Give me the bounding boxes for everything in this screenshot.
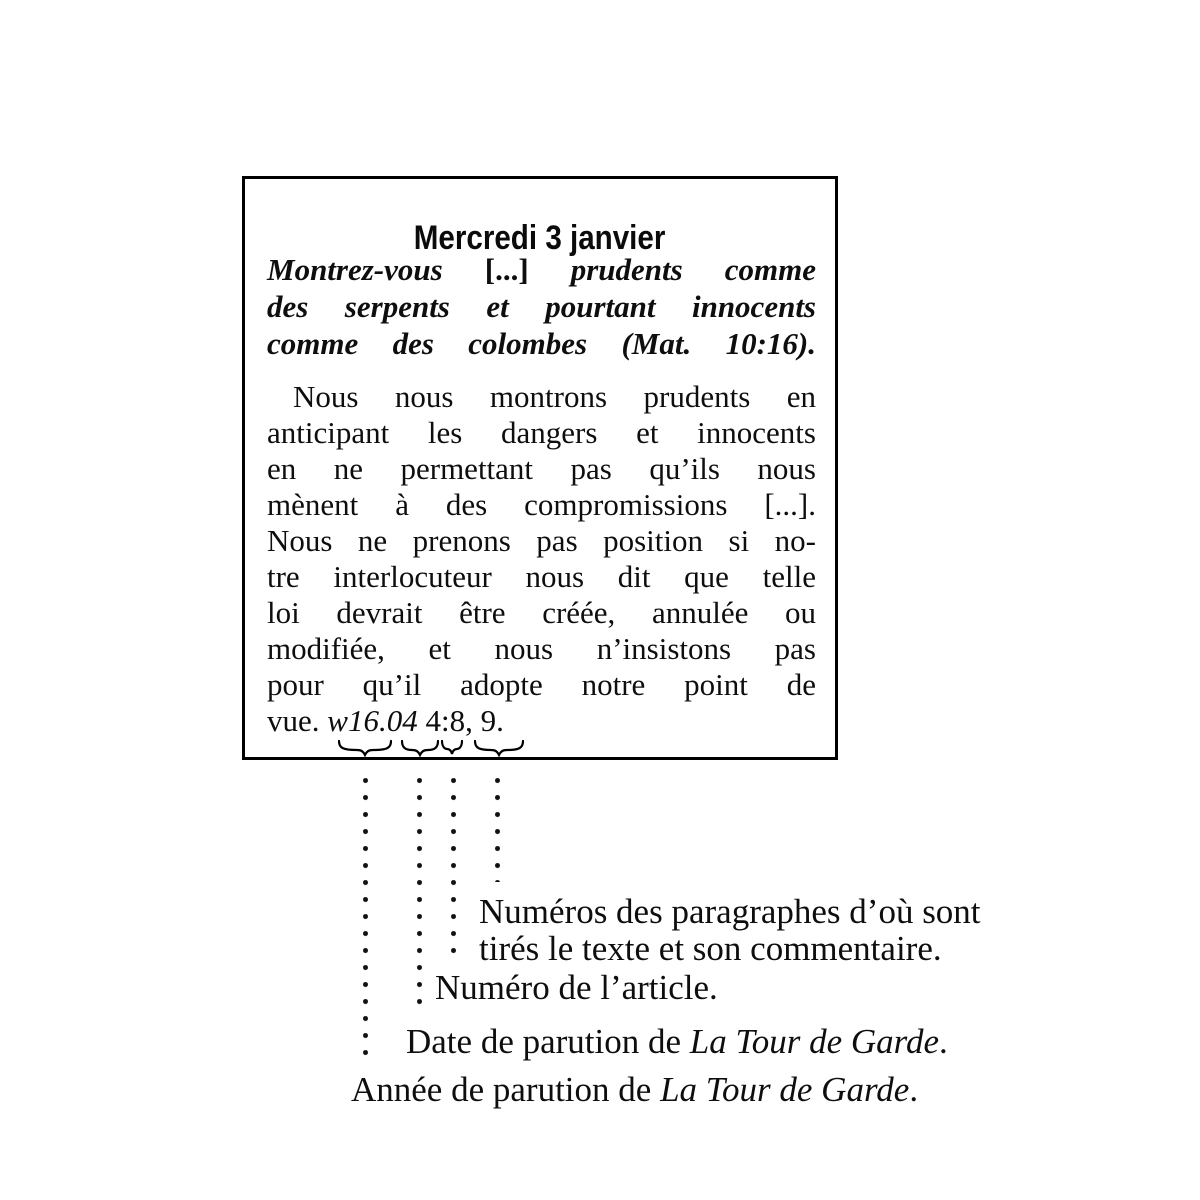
label-paragraph-numbers-line-1: Numéros des paragraphes d’où sont bbox=[479, 892, 981, 931]
watchtower-reference: w16.04 bbox=[327, 703, 418, 738]
citation-suffix: 4:8, 9. bbox=[417, 703, 504, 738]
label-publication-year-suffix: . bbox=[909, 1070, 919, 1109]
commentary-citation-line bbox=[267, 703, 816, 739]
scripture-ellipsis-brackets: [...] bbox=[484, 252, 529, 287]
label-publication-date-title: La Tour de Garde bbox=[689, 1022, 940, 1061]
scripture-line-1-a: Montrez-vous bbox=[267, 252, 485, 287]
commentary-line-2: anticipant les dangers et innocents bbox=[267, 415, 816, 450]
commentary-line-8: modifiée, et nous n’insistons pas bbox=[267, 631, 816, 666]
commentary-line-6: tre interlocuteur nous dit que telle bbox=[267, 559, 816, 594]
underbrace-paragraphs-icon bbox=[474, 739, 524, 757]
label-publication-year bbox=[351, 1071, 918, 1108]
label-publication-date bbox=[406, 1023, 948, 1060]
label-publication-date-prefix: Date de parution de bbox=[406, 1022, 690, 1061]
scripture-line-3: comme des colombes (Mat. 10:16). bbox=[267, 326, 816, 361]
dotted-leader-article bbox=[451, 778, 456, 961]
dotted-leader-date bbox=[417, 778, 422, 1015]
scripture-line-1-c: prudents comme bbox=[528, 252, 816, 287]
label-publication-year-prefix: Année de parution de bbox=[351, 1070, 661, 1109]
commentary-line-4: mènent à des compromissions [...]. bbox=[267, 487, 816, 522]
underbrace-year-icon bbox=[338, 739, 392, 757]
commentary-line-3: en ne permettant pas qu’ils nous bbox=[267, 451, 816, 486]
citation-prefix: vue. bbox=[267, 703, 328, 738]
dotted-leader-year bbox=[363, 778, 368, 1066]
scripture-quote bbox=[267, 251, 816, 362]
daily-text-box bbox=[242, 176, 838, 760]
label-paragraph-numbers-line-2: tirés le texte et son commentaire. bbox=[479, 929, 942, 968]
commentary-line-5: Nous ne prenons pas position si no- bbox=[267, 523, 816, 558]
label-paragraph-numbers bbox=[479, 893, 981, 967]
dotted-leader-paragraphs bbox=[495, 778, 500, 882]
scripture-line-2: des serpents et pourtant innocents bbox=[267, 289, 816, 324]
label-publication-year-title: La Tour de Garde bbox=[660, 1070, 910, 1109]
label-publication-date-suffix: . bbox=[939, 1022, 948, 1061]
underbrace-date-icon bbox=[401, 739, 439, 757]
commentary-line-9: pour qu’il adopte notre point de bbox=[267, 667, 816, 702]
commentary-paragraph bbox=[267, 379, 816, 739]
label-article-number: Numéro de l’article. bbox=[435, 968, 718, 1007]
daily-text-date-heading-text: Mercredi 3 janvier bbox=[414, 218, 666, 257]
commentary-line-1: Nous nous montrons prudents en bbox=[293, 379, 816, 414]
underbrace-article-icon bbox=[441, 739, 463, 757]
commentary-line-7: loi devrait être créée, annulée ou bbox=[267, 595, 816, 630]
scripture-line-1 bbox=[267, 251, 816, 288]
